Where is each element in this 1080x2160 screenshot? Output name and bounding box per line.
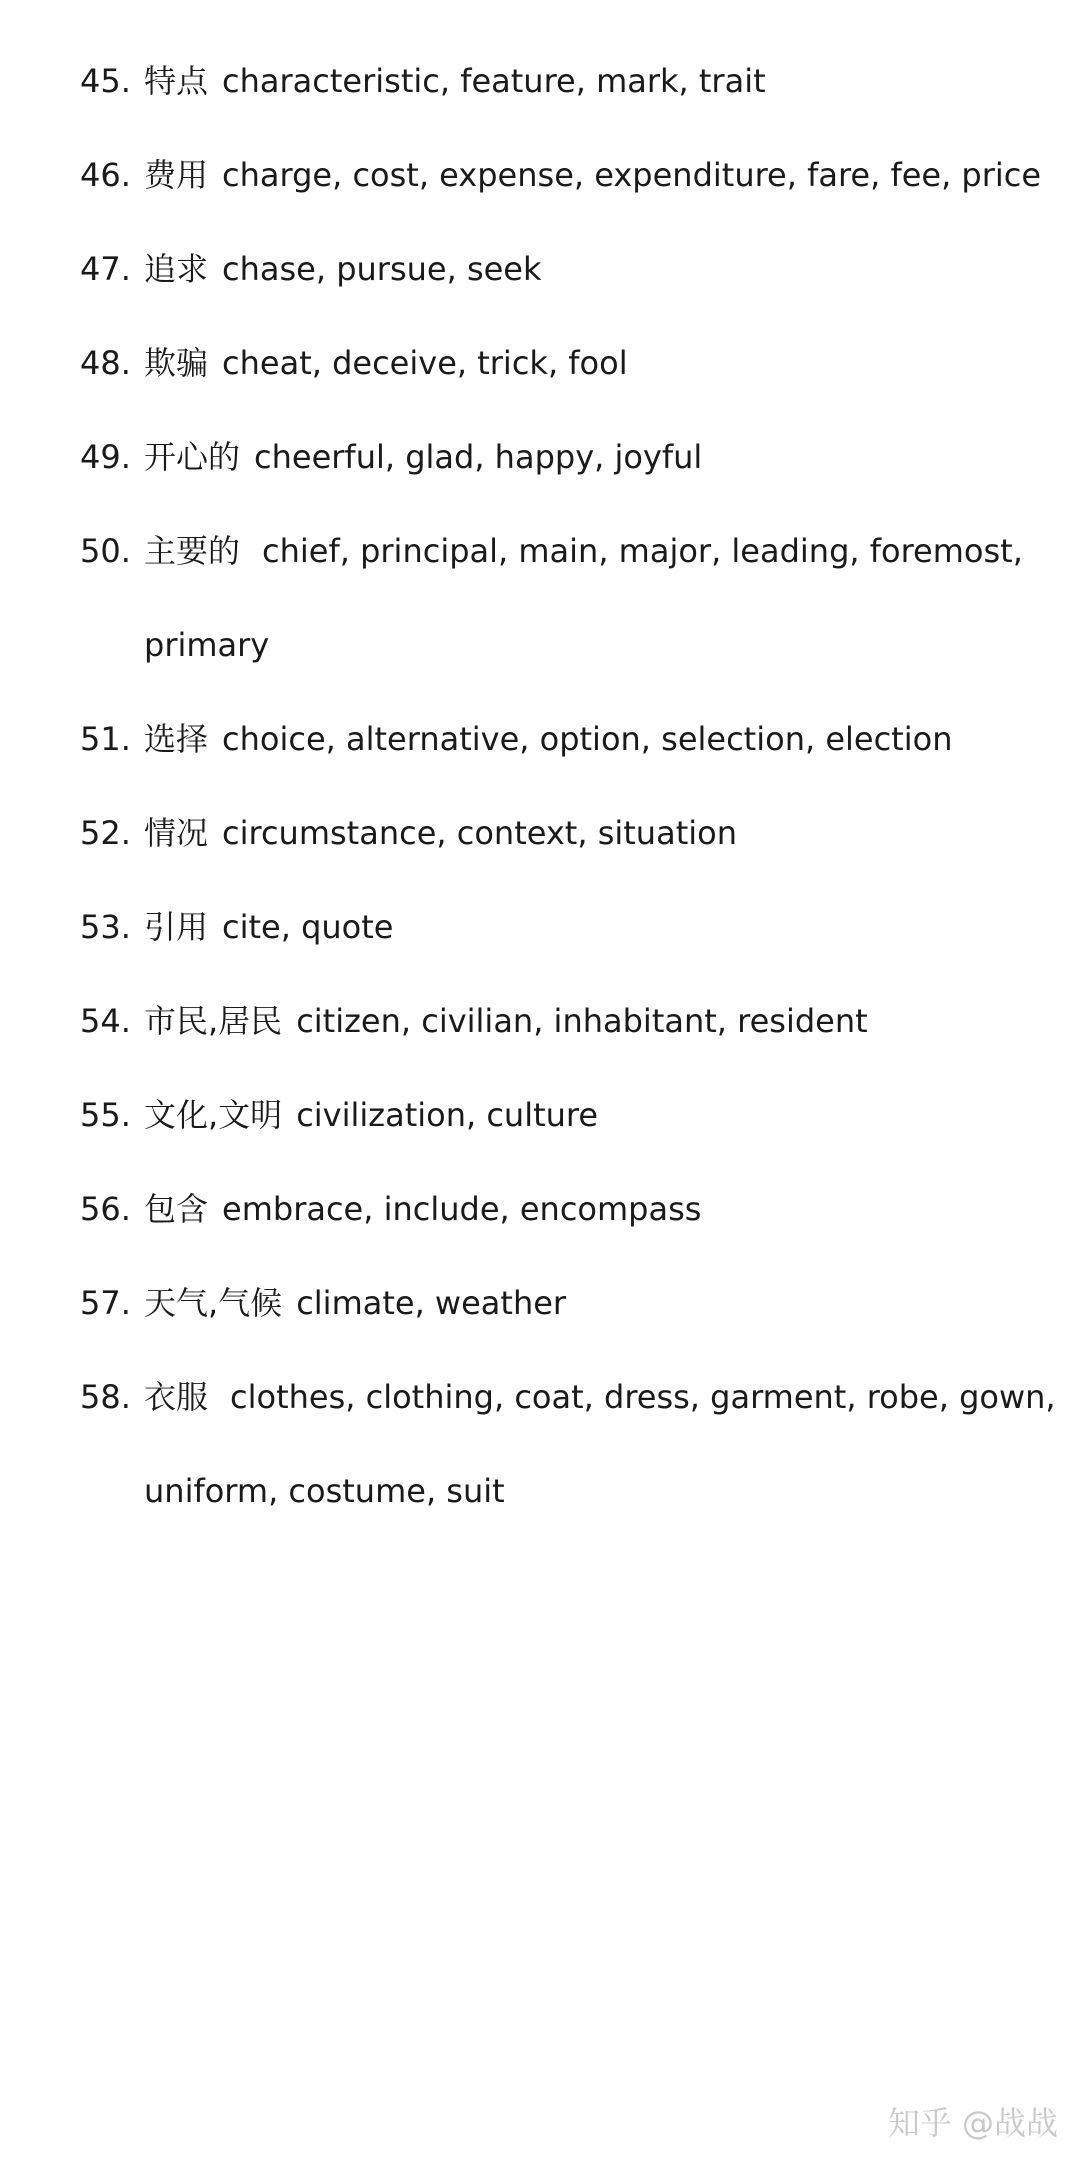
entry-45	[80, 34, 1020, 128]
entry-number: 46.	[80, 156, 131, 194]
watermark: 知乎 @战战	[887, 2104, 1058, 2142]
entry-52	[80, 786, 1020, 880]
entry-head	[80, 1350, 222, 1444]
entry-chinese: 主要的	[144, 532, 241, 570]
entry-first-line	[80, 1350, 1056, 1444]
entry-number: 51.	[80, 720, 131, 758]
entry-chinese: 引用	[144, 908, 209, 946]
entry-chinese: 欺骗	[144, 344, 209, 382]
entry-english: circumstance, context, situation	[222, 814, 737, 852]
entry-continuation: uniform, costume, suit	[144, 1472, 505, 1510]
entry-47	[80, 222, 1020, 316]
entry-first-line	[80, 504, 1023, 598]
entry-57	[80, 1256, 1020, 1350]
entry-english: civilization, culture	[296, 1096, 599, 1134]
entry-english: cite, quote	[222, 908, 394, 946]
entry-english: cheerful, glad, happy, joyful	[254, 438, 703, 476]
entry-number: 55.	[80, 1096, 131, 1134]
entry-english: choice, alternative, option, selection, election	[222, 720, 953, 758]
entry-48	[80, 316, 1020, 410]
entry-english: chase, pursue, seek	[222, 250, 542, 288]
entry-number: 54.	[80, 1002, 131, 1040]
entry-53	[80, 880, 1020, 974]
entry-46	[80, 128, 1042, 222]
entry-english: chief, principal, main, major, leading, foremost,	[262, 532, 1023, 570]
entry-56	[80, 1162, 1020, 1256]
entry-number: 45.	[80, 62, 131, 100]
entry-51	[80, 692, 1020, 786]
entry-chinese: 衣服	[144, 1378, 209, 1416]
entry-number: 53.	[80, 908, 131, 946]
entry-49	[80, 410, 1020, 504]
entry-chinese: 情况	[144, 814, 209, 852]
entry-number: 57.	[80, 1284, 131, 1322]
entry-english: climate, weather	[296, 1284, 567, 1322]
entry-english: charge, cost, expense, expenditure, fare, fee, price	[222, 156, 1042, 194]
entry-english: cheat, deceive, trick, fool	[222, 344, 628, 382]
entry-chinese: 追求	[144, 250, 209, 288]
entry-english: clothes, clothing, coat, dress, garment, robe, gown,	[230, 1378, 1056, 1416]
entry-chinese: 市民,居民	[144, 1002, 283, 1040]
entry-number: 52.	[80, 814, 131, 852]
entry-number: 48.	[80, 344, 131, 382]
entry-chinese: 开心的	[144, 438, 241, 476]
entry-chinese: 包含	[144, 1190, 209, 1228]
entry-chinese: 文化,文明	[144, 1096, 283, 1134]
entry-english: characteristic, feature, mark, trait	[222, 62, 766, 100]
entry-chinese: 天气,气候	[144, 1284, 283, 1322]
entry-chinese: 特点	[144, 62, 209, 100]
entry-number: 50.	[80, 532, 131, 570]
entry-number: 49.	[80, 438, 131, 476]
entry-54	[80, 974, 1020, 1068]
entry-58	[80, 1350, 1056, 1538]
entry-chinese: 费用	[144, 156, 209, 194]
entry-55	[80, 1068, 1020, 1162]
entry-number: 47.	[80, 250, 131, 288]
entry-chinese: 选择	[144, 720, 209, 758]
entry-english: embrace, include, encompass	[222, 1190, 702, 1228]
entry-number: 58.	[80, 1378, 131, 1416]
entry-english: citizen, civilian, inhabitant, resident	[296, 1002, 868, 1040]
entry-head	[80, 504, 254, 598]
entry-continuation: primary	[144, 626, 270, 664]
entry-50	[80, 504, 1023, 692]
entry-number: 56.	[80, 1190, 131, 1228]
